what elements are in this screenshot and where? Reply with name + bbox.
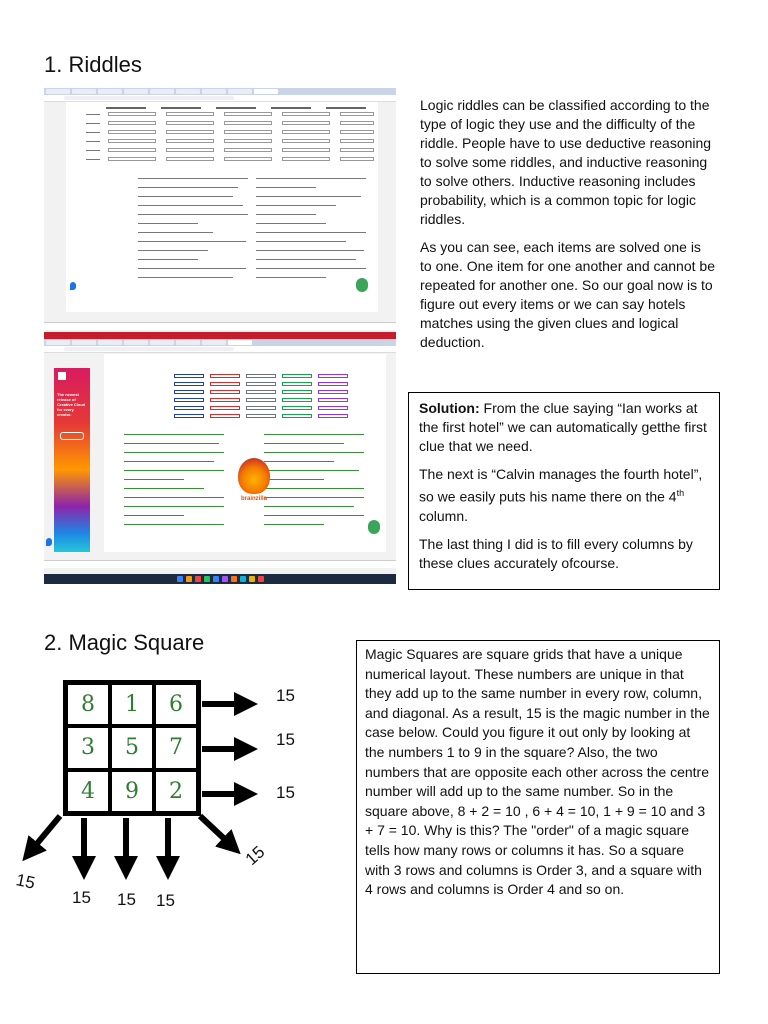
ad-title: The newest release of Creative Cloud for every creator. xyxy=(57,392,86,417)
diag-sum-left: 15 xyxy=(14,870,37,893)
magic-square-cell: 8 xyxy=(66,683,110,726)
solution-paragraph-1 xyxy=(419,399,709,456)
riddles-paragraph-2: As you can see, each items are solved one is to one. One item for one another and cannot be repeated for another one. So our goal now is to figure out every items or we can say hotels matches using the given clues and logical deduction. xyxy=(420,239,715,350)
magic-square-arrows xyxy=(0,660,320,920)
brainzilla-logo xyxy=(234,458,274,508)
brainzilla-wordmark: brainzilla xyxy=(240,496,267,502)
magic-square-cell: 9 xyxy=(110,770,154,813)
solution-label: Solution: xyxy=(419,400,480,416)
magic-square-cell: 7 xyxy=(154,726,198,769)
diag-arrow-left xyxy=(30,816,60,852)
diag-sum-right: 15 xyxy=(241,842,269,870)
col-sum-3: 15 xyxy=(156,891,175,910)
solution-sup: th xyxy=(676,488,685,498)
section-title-riddles: 1. Riddles xyxy=(44,52,142,77)
riddles-paragraph-1: Logic riddles can be classified according to the type of logic they use and the difficulty of the riddle. People have to use deductive reasoning to solve some riddles, and inductive reasoning to solve others. Inductive reasoning includes probability, which is a common topic for logic riddles. xyxy=(420,97,712,227)
riddle-screenshot-solved xyxy=(44,332,396,584)
row-sum-1: 15 xyxy=(276,686,295,705)
solution-box xyxy=(408,392,720,590)
solution-paragraph-2 xyxy=(419,465,709,526)
col-sum-1: 15 xyxy=(72,888,91,907)
riddle-screenshot-unsolved xyxy=(44,88,396,346)
magic-square-cell: 1 xyxy=(110,683,154,726)
magic-square-description: Magic Squares are square grids that have a unique numerical layout. These numbers are unique in that they add up to the same number in every row, column, and diagonal. As a result, 15 is the magic number in the case below. Could you figure it out only by looking at the numbers 1 to 9 in the square? Also, the two numbers that are opposite each other across the centre number will add up to the same number. So in the square above, 8 + 2 = 10 , 6 + 4 = 10, 1 + 9 = 10 and 3 + 7 = 10. Why is this? The "order" of a magic square tells how many rows or columns it has. So a square with 3 rows and columns is Order 3, and a square with 4 rows and columns is Order 4 and so on. xyxy=(365,646,710,898)
solution-text-1: From the clue saying “Ian works at the first hotel” we can automatically getthe first clue that we need. xyxy=(419,400,707,454)
magic-square-description-box xyxy=(356,640,720,974)
ad-banner[interactable] xyxy=(54,368,90,552)
magic-square-cell: 6 xyxy=(154,683,198,726)
magic-square-cell: 3 xyxy=(66,726,110,769)
col-sum-2: 15 xyxy=(117,890,136,909)
row-sum-3: 15 xyxy=(276,783,295,802)
solution-text-2: The next is “Calvin manages the fourth hotel”, so we easily puts his name there on the 4 xyxy=(419,466,703,505)
solution-paragraph-3: The last thing I did is to fill every columns by these clues accurately ofcourse. xyxy=(419,535,693,571)
riddles-explanation xyxy=(420,96,716,361)
solution-text-2-end: column. xyxy=(419,507,469,524)
magic-square-cell: 5 xyxy=(110,726,154,769)
magic-square-cell: 2 xyxy=(154,770,198,813)
section-title-magic-square: 2. Magic Square xyxy=(44,630,205,655)
magic-square-cell: 4 xyxy=(66,770,110,813)
diag-arrow-right xyxy=(200,816,232,846)
row-sum-2: 15 xyxy=(276,730,295,749)
